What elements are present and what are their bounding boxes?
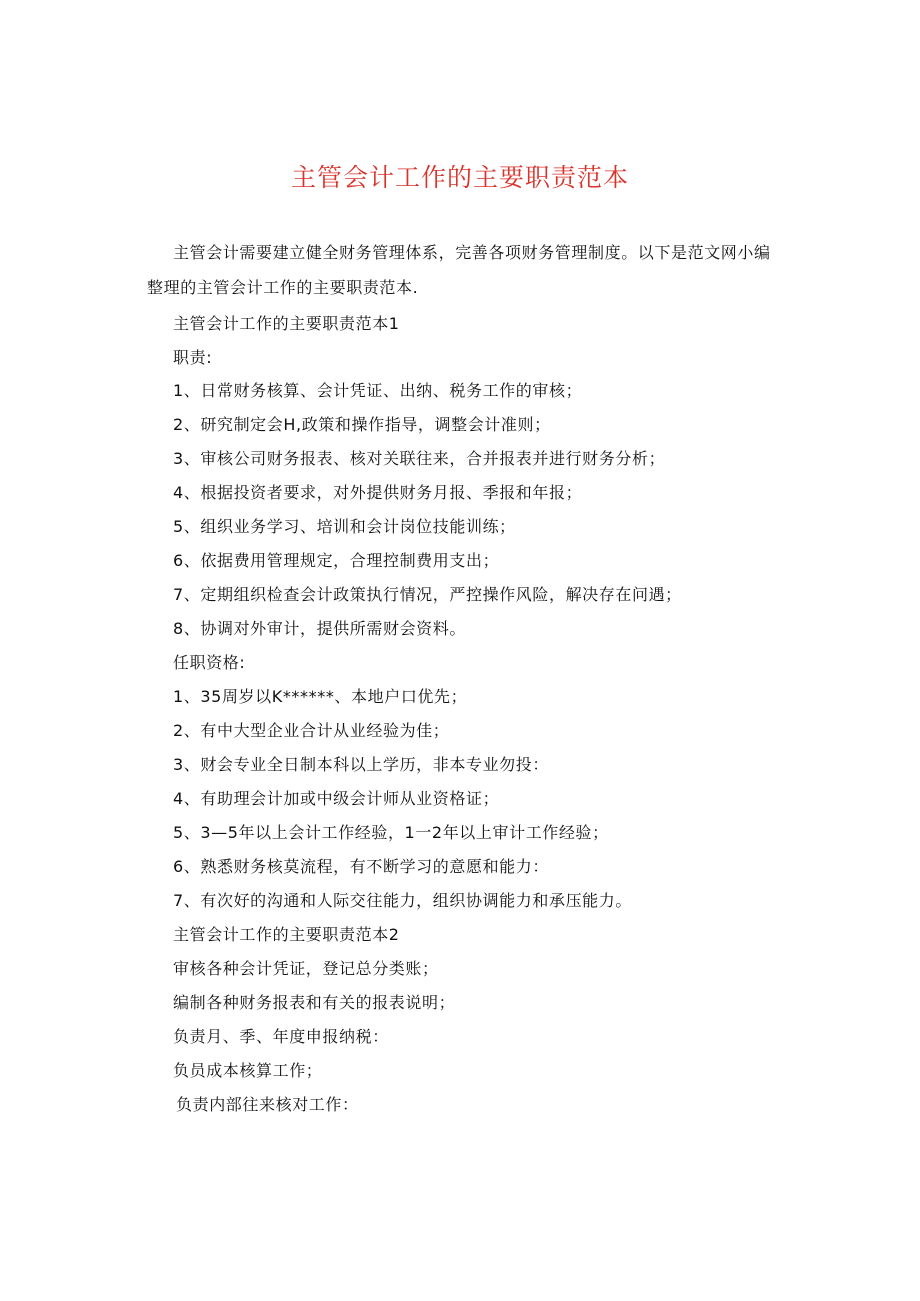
qualifications-label: 任职资格:	[173, 653, 246, 672]
section2-item: 审核各种会计凭证，登记总分类账；	[173, 959, 439, 978]
qualification-item: 2、有中大型企业合计从业经验为佳；	[173, 721, 450, 740]
qualification-item: 4、有助理会计加或中级会计师从业资格证；	[173, 789, 500, 808]
qualification-item: 7、有次好的沟通和人际交往能力，组织协调能力和承压能力。	[173, 891, 632, 910]
qualification-item: 6、熟悉财务核莫流程，有不断学习的意愿和能力：	[173, 857, 549, 876]
intro-paragraph-line-1: 主管会计需要建立健全财务管理体系，完善各项财务管理制度。以下是范文网小编	[173, 243, 771, 262]
duties-label: 职责:	[173, 348, 213, 367]
section2-item: 负责内部往来核对工作：	[176, 1095, 359, 1114]
qualification-item: 5、3—5年以上会计工作经验，1一2年以上审计工作经验；	[173, 823, 609, 842]
qualification-item: 3、财会专业全日制本科以上学历，非本专业勿投：	[173, 755, 549, 774]
qualification-item: 1、35周岁以K******、本地户口优先；	[173, 687, 468, 706]
section2-item: 负员成本核算工作；	[173, 1061, 323, 1080]
section1-heading: 主管会计工作的主要职责范本1	[173, 314, 400, 333]
duty-item: 2、研究制定会H,政策和操作指导，调整会计准则；	[173, 415, 551, 434]
section2-item: 编制各种财务报表和有关的报表说明；	[173, 993, 456, 1012]
duty-item: 1、日常财务核算、会计凭证、出纳、税务工作的审核；	[173, 381, 583, 400]
section2-heading: 主管会计工作的主要职责范本2	[173, 925, 400, 944]
duty-item: 5、组织业务学习、培训和会计岗位技能训练；	[173, 517, 516, 536]
duty-item: 3、审核公司财务报表、核对关联往来，合并报表并进行财务分析；	[173, 449, 666, 468]
document-title: 主管会计工作的主要职责范本	[290, 163, 629, 192]
intro-paragraph-line-2: 整理的主管会计工作的主要职责范本.	[147, 278, 419, 297]
duty-item: 4、根据投资者要求，对外提供财务月报、季报和年报；	[173, 483, 583, 502]
section2-item: 负责月、季、年度申报纳税：	[173, 1027, 389, 1046]
duty-item: 7、定期组织检查会计政策执行情况，严控操作风险，解决存在问遇；	[173, 585, 682, 604]
duty-item: 8、协调对外审计，提供所需财会资料。	[173, 619, 466, 638]
duty-item: 6、依据费用管理规定，合理控制费用支出；	[173, 551, 500, 570]
